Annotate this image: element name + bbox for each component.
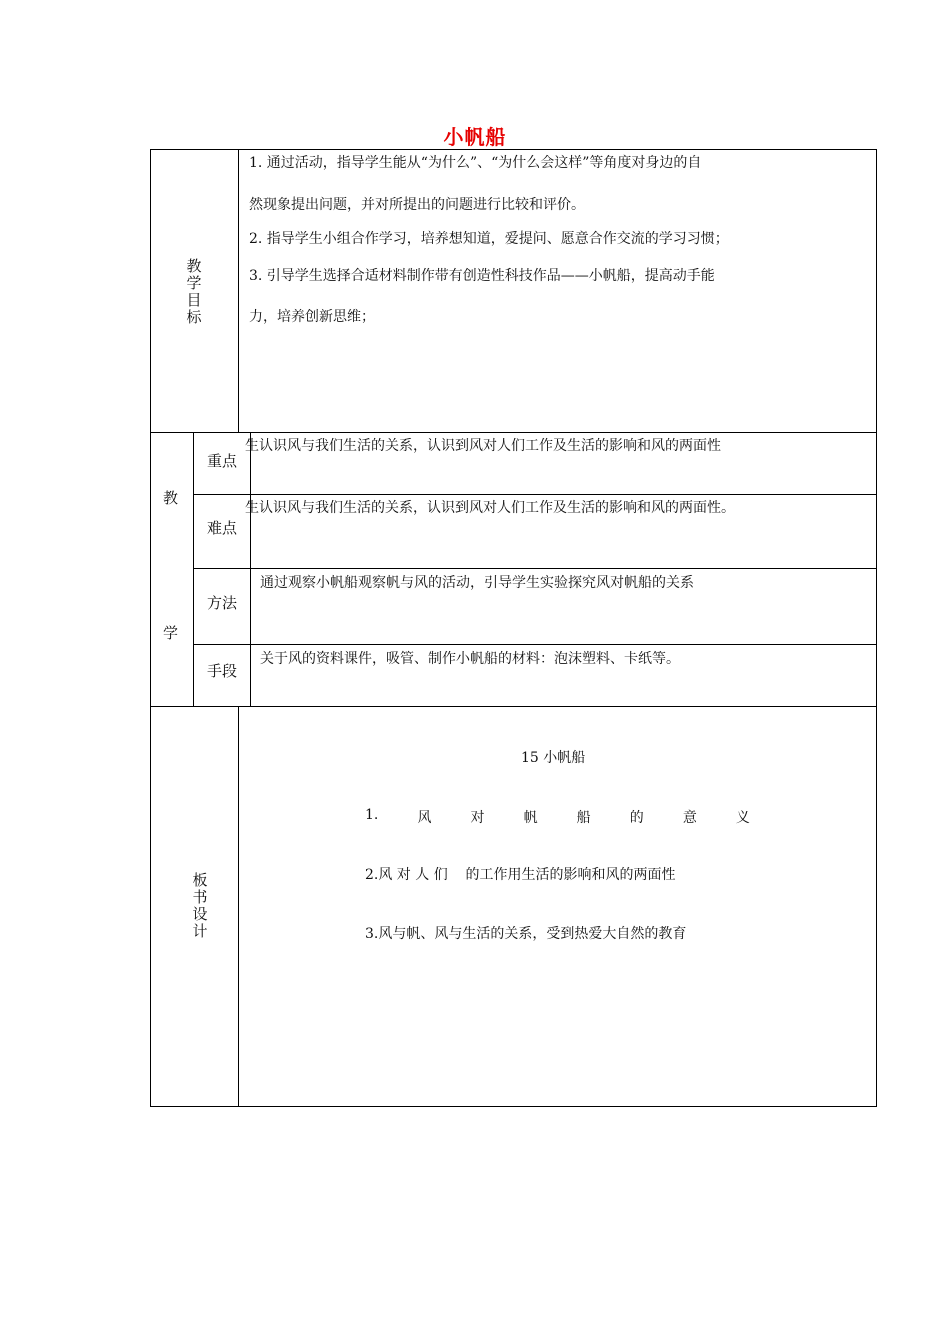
page-title: 小帆船: [443, 125, 507, 149]
column-divider: [238, 149, 239, 432]
board-line-1-token: 帆: [523, 810, 538, 826]
difficulty-text: 生认识风与我们生活的关系，认识到风对人们工作及生活的影响和风的两面性。: [245, 500, 735, 516]
difficulty-label: 难点: [207, 519, 238, 537]
board-line-3: 3.风与帆、风与生活的关系，受到热爱大自然的教育: [365, 926, 687, 942]
board-line-2: 2.风 对 人 们 的工作用生活的影响和风的两面性: [365, 867, 676, 883]
lesson-table: [150, 149, 877, 1107]
teaching-label-top: 教: [163, 489, 179, 507]
board-heading: 15 小帆船: [521, 750, 586, 766]
objective-line: 然现象提出问题，并对所提出的问题进行比较和评价。: [249, 197, 585, 213]
objective-line: 3. 引导学生选择合适材料制作带有创造性科技作品——小帆船，提高动手能: [249, 268, 715, 284]
method-text: 通过观察小帆船观察帆与风的活动，引导学生实验探究风对帆船的关系: [260, 575, 694, 591]
board-line-1: [365, 807, 750, 827]
column-divider: [193, 432, 194, 706]
board-line-1-token: 风: [417, 810, 432, 826]
means-label: 手段: [207, 662, 238, 680]
row-divider: [193, 644, 877, 645]
row-divider: [193, 568, 877, 569]
objective-line: 力，培养创新思维；: [249, 309, 375, 325]
column-divider: [238, 706, 239, 1107]
board-label: 板书设计: [192, 871, 208, 940]
objective-line: 1. 通过活动，指导学生能从“为什么”、“为什么会这样”等角度对身边的自: [249, 155, 702, 171]
row-divider: [193, 494, 877, 495]
key-point-text: 生认识风与我们生活的关系，认识到风对人们工作及生活的影响和风的两面性: [245, 438, 721, 454]
key-point-label: 重点: [207, 452, 238, 470]
column-divider: [250, 432, 251, 706]
board-line-1-token: 1.: [365, 807, 379, 823]
board-line-1-token: 意: [682, 810, 697, 826]
objectives-label: 教学目标: [186, 257, 202, 326]
row-divider: [150, 706, 877, 707]
teaching-label-bottom: 学: [163, 624, 179, 642]
objective-line: 2. 指导学生小组合作学习，培养想知道，爱提问、愿意合作交流的学习习惯；: [249, 231, 729, 247]
board-line-1-token: 船: [576, 810, 591, 826]
means-text: 关于风的资料课件，吸管、制作小帆船的材料：泡沫塑料、卡纸等。: [260, 651, 680, 667]
board-line-1-token: 义: [735, 810, 750, 826]
board-line-1-token: 对: [470, 810, 485, 826]
row-divider: [150, 432, 877, 433]
method-label: 方法: [207, 594, 238, 612]
board-line-1-token: 的: [629, 810, 644, 826]
